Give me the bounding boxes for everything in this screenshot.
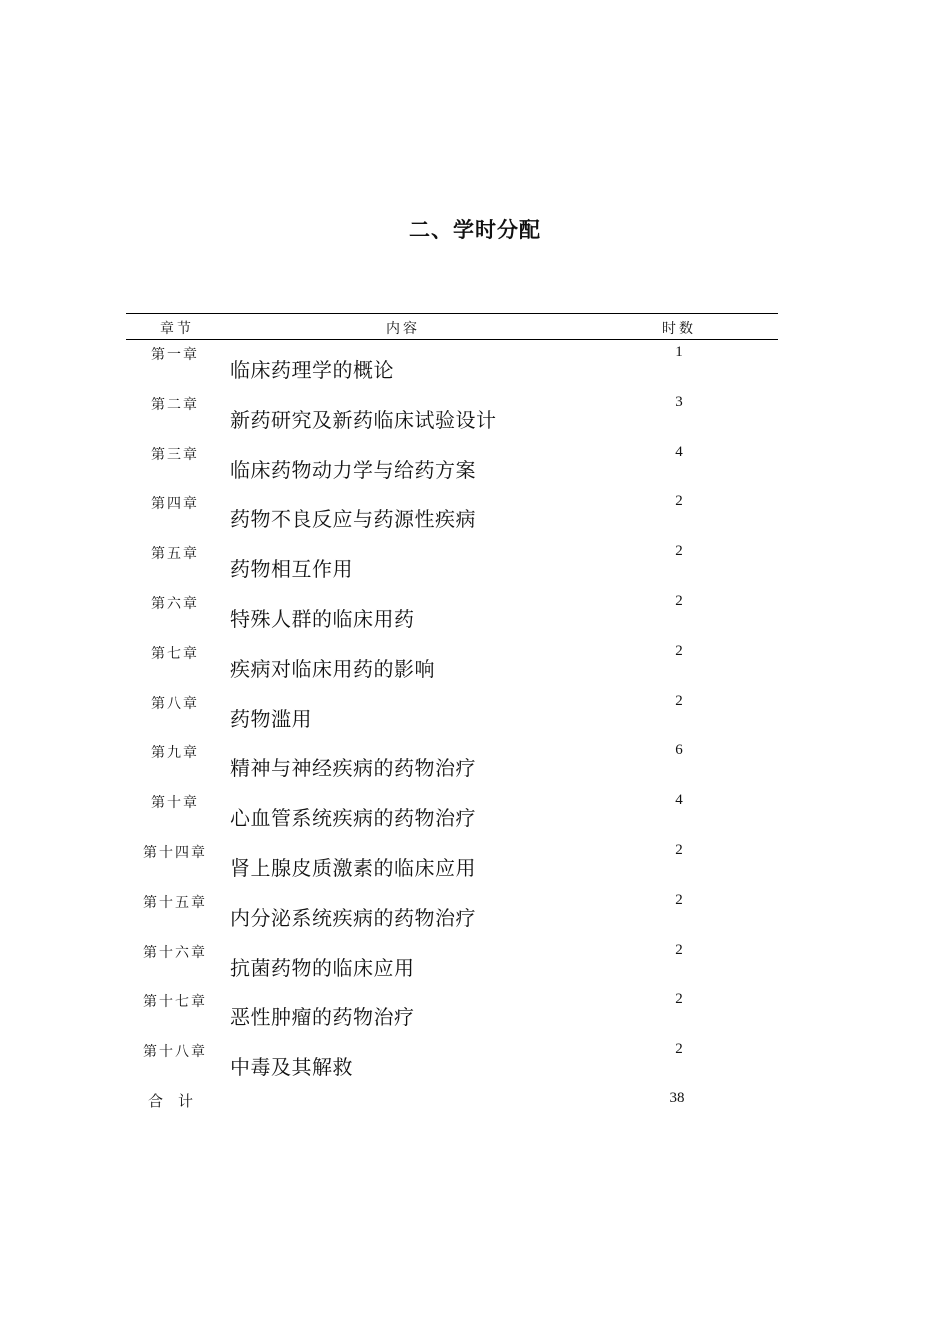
content-cell: 临床药物动力学与给药方案 <box>230 457 476 482</box>
content-cell: 中毒及其解救 <box>230 1055 353 1080</box>
table-row <box>0 641 950 691</box>
hours-cell: 1 <box>675 344 683 360</box>
content-cell: 抗菌药物的临床应用 <box>230 955 415 980</box>
chapter-cell: 第十五章 <box>143 894 207 911</box>
hours-cell: 6 <box>675 742 683 759</box>
hours-cell: 4 <box>675 792 683 809</box>
hours-cell: 3 <box>675 393 683 410</box>
total-value: 38 <box>669 1090 685 1106</box>
content-cell: 疾病对临床用药的影响 <box>230 656 435 681</box>
chapter-cell: 第十章 <box>151 795 199 812</box>
hours-cell: 2 <box>675 891 683 908</box>
chapter-cell: 第二章 <box>151 396 199 413</box>
content-cell: 精神与神经疾病的药物治疗 <box>230 756 476 781</box>
hours-cell: 2 <box>675 991 683 1008</box>
chapter-cell: 第一章 <box>151 347 199 363</box>
table-row <box>0 541 950 591</box>
table-row <box>0 491 950 541</box>
chapter-cell: 第十四章 <box>143 844 207 861</box>
content-cell: 药物相互作用 <box>230 557 353 582</box>
chapter-cell: 第十七章 <box>143 994 207 1011</box>
chapter-cell: 第六章 <box>151 595 199 612</box>
header-hours: 时数 <box>662 321 696 337</box>
chapter-cell: 第十六章 <box>143 944 207 961</box>
chapter-cell: 第五章 <box>151 546 199 563</box>
hours-cell: 2 <box>675 1041 683 1058</box>
hours-cell: 2 <box>675 692 683 709</box>
content-cell: 心血管系统疾病的药物治疗 <box>230 806 476 831</box>
content-cell: 肾上腺皮质激素的临床应用 <box>230 855 476 880</box>
content-cell: 特殊人群的临床用药 <box>230 606 415 631</box>
hours-cell: 2 <box>675 543 683 560</box>
chapter-cell: 第八章 <box>151 695 199 712</box>
hours-cell: 2 <box>675 941 683 958</box>
content-cell: 药物滥用 <box>230 706 312 731</box>
chapter-cell: 第三章 <box>151 446 199 463</box>
table-row <box>0 591 950 641</box>
chapter-cell: 第四章 <box>151 496 199 513</box>
hours-cell: 2 <box>675 642 683 659</box>
total-label: 合 计 <box>148 1092 194 1110</box>
hours-cell: 4 <box>675 443 683 460</box>
hours-cell: 2 <box>675 592 683 609</box>
header-chapter: 章节 <box>160 321 194 337</box>
content-cell: 恶性肿瘤的药物治疗 <box>230 1005 415 1030</box>
page-title: 二、学时分配 <box>409 218 541 242</box>
table-row <box>0 342 950 392</box>
table-row <box>0 740 950 790</box>
chapter-cell: 第十八章 <box>143 1044 207 1061</box>
header-content: 内容 <box>386 321 420 337</box>
table-body <box>0 342 950 1089</box>
content-cell: 药物不良反应与药源性疾病 <box>230 507 476 532</box>
table-row <box>0 790 950 840</box>
table-row <box>0 940 950 990</box>
table-row <box>0 840 950 890</box>
table-row <box>0 989 950 1039</box>
table-top-rule <box>126 313 778 314</box>
content-cell: 内分泌系统疾病的药物治疗 <box>230 905 476 930</box>
content-cell: 临床药理学的概论 <box>230 358 394 382</box>
hours-cell: 2 <box>675 841 683 858</box>
table-row <box>0 442 950 492</box>
table-row <box>0 691 950 741</box>
total-row <box>0 1090 950 1114</box>
table-row <box>0 1039 950 1089</box>
chapter-cell: 第九章 <box>151 745 199 762</box>
table-row <box>0 392 950 442</box>
table-row <box>0 890 950 940</box>
content-cell: 新药研究及新药临床试验设计 <box>230 407 497 432</box>
table-header-rule <box>126 339 778 340</box>
chapter-cell: 第七章 <box>151 645 199 662</box>
hours-cell: 2 <box>675 493 683 510</box>
